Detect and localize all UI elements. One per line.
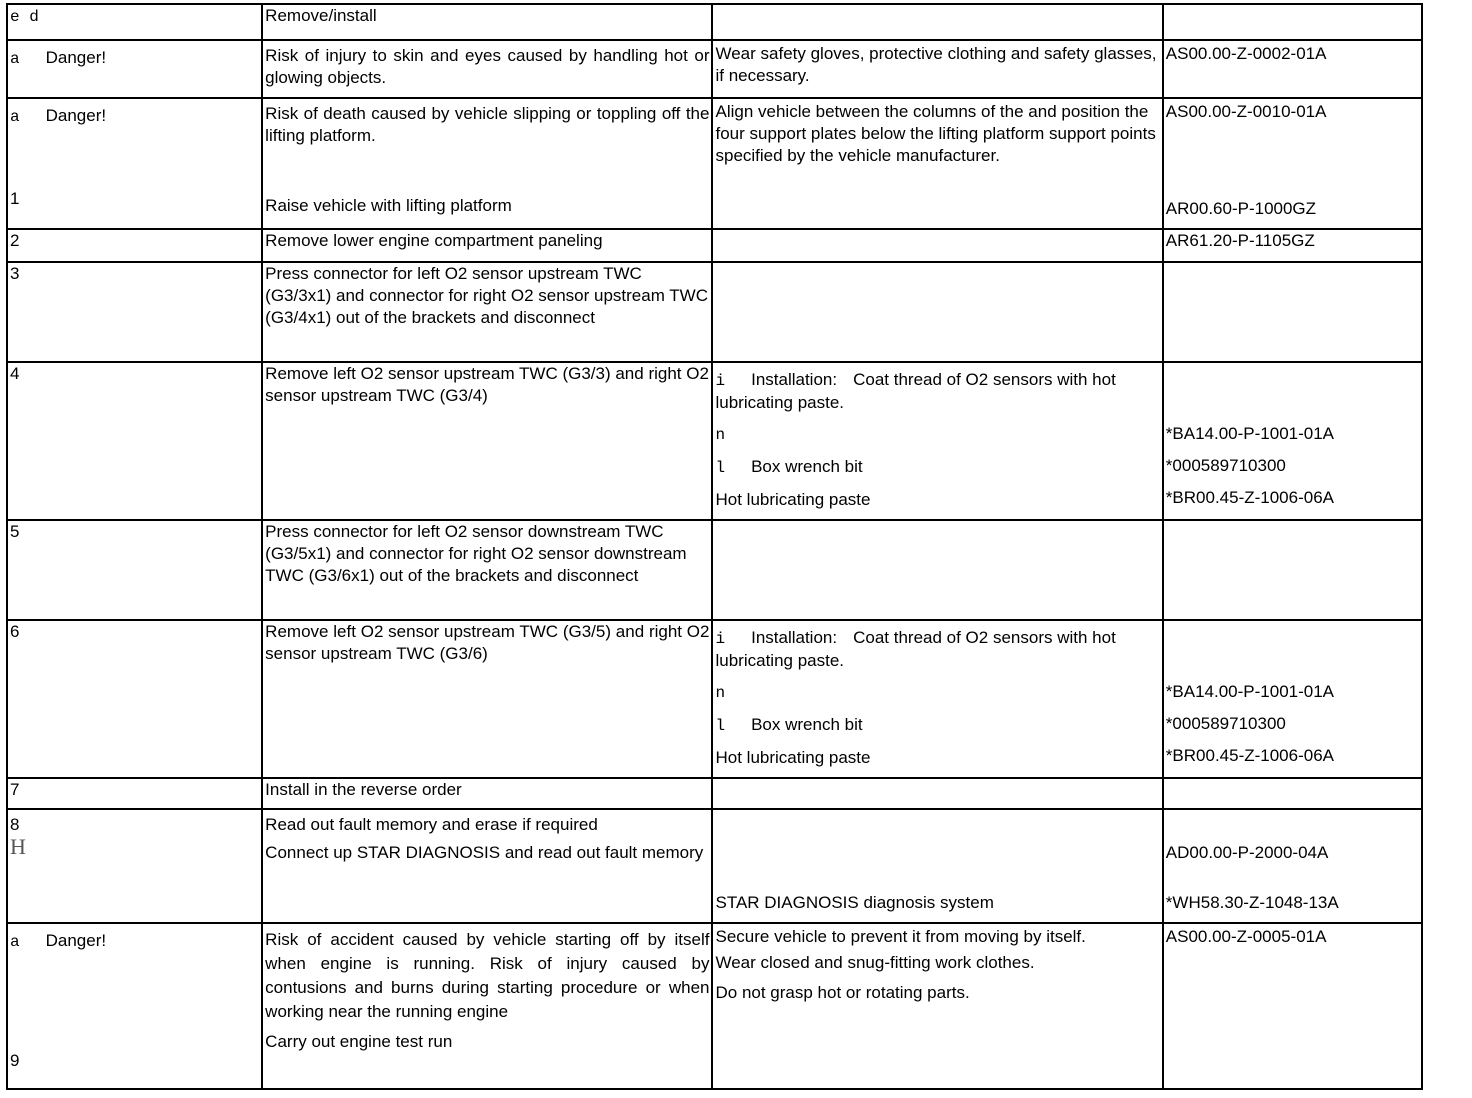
step-number: 1	[10, 189, 20, 208]
danger-label: Danger!	[45, 106, 107, 125]
measure-text: Do not grasp hot or rotating parts.	[715, 983, 970, 1002]
danger-label: Danger!	[45, 931, 107, 950]
reference-code: *BR00.45-Z-1006-06A	[1165, 746, 1335, 765]
step-row	[7, 520, 1422, 620]
tool-icon: l	[715, 459, 726, 477]
step-row	[7, 229, 1422, 262]
note-icon: n	[715, 426, 726, 444]
step-text: Remove left O2 sensor upstream TWC (G3/3) and right O2 sensor upstream TWC (G3/4)	[265, 364, 709, 405]
reference-code: AS00.00-Z-0005-01A	[1165, 927, 1327, 946]
header-title: Remove/install	[265, 6, 377, 25]
tool-icon: l	[715, 717, 726, 735]
reference-code: *BA14.00-P-1001-01A	[1165, 424, 1335, 443]
reference-code: AS00.00-Z-0010-01A	[1165, 102, 1327, 121]
measure-text: Align vehicle between the columns of the and position the four support plates below the lifting platform support points specified by the vehicle manufacturer.	[715, 102, 1156, 165]
danger-icon: a	[10, 50, 20, 68]
step-number: 4	[10, 364, 20, 383]
tool-text: Box wrench bit	[751, 715, 863, 734]
danger-row	[7, 40, 1422, 98]
reference-code: AD00.00-P-2000-04A	[1165, 843, 1329, 862]
step-text: Install in the reverse order	[265, 780, 462, 799]
substep-text: Connect up STAR DIAGNOSIS and read out fault memory	[265, 843, 704, 862]
installation-text: Coat thread of O2 sensors with hot lubricating paste.	[715, 628, 1116, 670]
step-text: Remove lower engine compartment paneling	[265, 231, 603, 250]
step-text: Press connector for left O2 sensor downstream TWC (G3/5x1) and connector for right O2 sensor downstream TWC (G3/6x1) out of the brackets and disconnect	[265, 522, 687, 585]
step-number: 8	[10, 815, 20, 834]
step-row	[7, 809, 1422, 923]
step-number: 3	[10, 264, 20, 283]
step-text: Remove left O2 sensor upstream TWC (G3/5) and right O2 sensor upstream TWC (G3/6)	[265, 622, 710, 663]
step-number: 5	[10, 522, 20, 541]
danger-row	[7, 923, 1422, 1089]
installation-text: Coat thread of O2 sensors with hot lubricating paste.	[715, 370, 1116, 412]
danger-row	[7, 98, 1422, 229]
material-text: Hot lubricating paste	[715, 748, 871, 767]
step-text: Carry out engine test run	[265, 1032, 453, 1051]
step-row	[7, 362, 1422, 520]
danger-label: Danger!	[45, 48, 107, 67]
installation-label: Installation:	[751, 370, 838, 389]
procedure-table	[6, 3, 1423, 1090]
step-text: Read out fault memory and erase if required	[265, 815, 598, 834]
tool-text: Box wrench bit	[751, 457, 863, 476]
step-text: Press connector for left O2 sensor upstream TWC (G3/3x1) and connector for right O2 sensor upstream TWC (G3/4x1) out of the brackets and disconnect	[265, 264, 708, 327]
info-icon: i	[715, 372, 726, 390]
step-number: 7	[10, 780, 20, 799]
step-row	[7, 778, 1422, 809]
step-row	[7, 620, 1422, 778]
risk-text: Risk of accident caused by vehicle starting off by itself when engine is running. Risk of injury caused by contusions and burns during starting procedure or when working near the running engine	[265, 930, 710, 1021]
reference-code: AR61.20-P-1105GZ	[1165, 231, 1315, 250]
measure-text: Wear safety gloves, protective clothing and safety glasses, if necessary.	[715, 44, 1157, 85]
reference-code: AS00.00-Z-0002-01A	[1165, 44, 1327, 63]
reference-code: AR00.60-P-1000GZ	[1165, 199, 1317, 218]
step-row	[7, 262, 1422, 362]
measure-text: Wear closed and snug-fitting work clothes.	[715, 953, 1035, 972]
diagnosis-icon: H	[10, 834, 26, 859]
reference-code: *000589710300	[1165, 714, 1286, 733]
step-number: 2	[10, 231, 20, 250]
reference-code: *WH58.30-Z-1048-13A	[1165, 893, 1339, 912]
risk-text: Risk of death caused by vehicle slipping or toppling off the lifting platform.	[265, 104, 710, 145]
system-text: STAR DIAGNOSIS diagnosis system	[715, 893, 994, 912]
reference-code: *BR00.45-Z-1006-06A	[1165, 488, 1335, 507]
info-icon: i	[715, 630, 726, 648]
reference-code: *BA14.00-P-1001-01A	[1165, 682, 1335, 701]
step-number: 6	[10, 622, 20, 641]
step-text: Raise vehicle with lifting platform	[265, 196, 512, 215]
step-number: 9	[10, 1051, 20, 1070]
header-code: e d	[10, 8, 39, 26]
reference-code: *000589710300	[1165, 456, 1286, 475]
note-icon: n	[715, 684, 726, 702]
risk-text: Risk of injury to skin and eyes caused by handling hot or glowing objects.	[265, 46, 710, 87]
installation-label: Installation:	[751, 628, 838, 647]
measure-text: Secure vehicle to prevent it from moving by itself.	[715, 927, 1086, 946]
danger-icon: a	[10, 108, 20, 126]
danger-icon: a	[10, 933, 20, 951]
material-text: Hot lubricating paste	[715, 490, 871, 509]
header-row	[7, 4, 1422, 40]
